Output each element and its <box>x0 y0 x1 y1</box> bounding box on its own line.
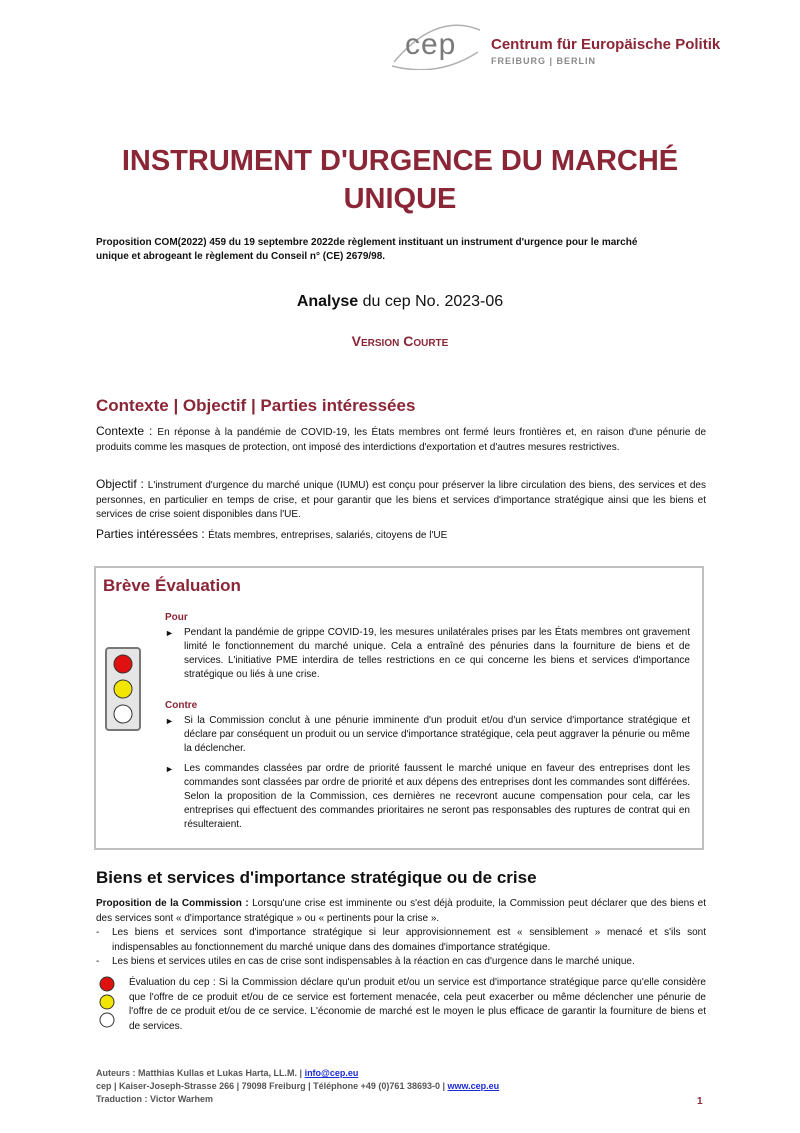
website-link[interactable]: www.cep.eu <box>447 1081 500 1091</box>
traffic-light-icon <box>104 646 142 732</box>
title-line-1: INSTRUMENT D'URGENCE DU MARCHÉ <box>121 145 679 177</box>
objectif-text: L'instrument d'urgence du marché unique (IUMU) est conçu pour préserver la libre circulation des biens, des services et des personnes, en particulier en temps de crise, et pour garantir que les biens et services d'importance stratégique ainsi que les biens et services de crise soient disponibles dans l'UE. <box>96 480 706 520</box>
traffic-light-small-icon <box>96 974 118 1030</box>
parties-paragraph <box>96 527 706 544</box>
cep-evaluation-label: Évaluation du cep : <box>129 977 219 988</box>
context-heading: Contexte | Objectif | Parties intéressées <box>96 396 416 415</box>
cep-evaluation-paragraph <box>129 976 706 1034</box>
pour-item: ► Pendant la pandémie de grippe COVID-19, les mesures unilatérales prises par les États membres ont gravement limité le fonctionnement du marché unique. Cela a entraîné des pénuries dans la fourniture de biens et de services. L'initiative PME interdira de telles restrictions en ce qui concerne les biens et services d'importance stratégique ou liés à une crise. <box>165 626 690 682</box>
org-name: Centrum für Europäische Politik <box>491 36 721 53</box>
dash-item: - Les biens et services sont d'importance stratégique si leur approvisionnement est « sensiblement » menacé et s'ils sont indispensables au fonctionnement du marché unique dans des domaines d'importance stratégique. <box>96 926 706 955</box>
cep-logo-text: cep <box>405 28 457 61</box>
analysis-rest: du cep No. 2023-06 <box>358 293 504 310</box>
red-light <box>114 655 132 673</box>
evaluation-heading: Brève Évaluation <box>103 576 241 595</box>
dash-list <box>96 926 706 970</box>
version-label: Version Courte <box>351 333 449 349</box>
yellow-light <box>114 680 132 698</box>
objectif-label: Objectif : <box>96 477 148 491</box>
footer-translation: Traduction : Victor Warhem <box>96 1094 214 1104</box>
pour-list <box>165 626 690 682</box>
contexte-paragraph <box>96 424 706 455</box>
email-link[interactable]: info@cep.eu <box>304 1068 359 1078</box>
analysis-label: Analyse <box>296 293 359 310</box>
title-line-2: UNIQUE <box>343 183 457 215</box>
contexte-label: Contexte : <box>96 424 158 438</box>
goods-heading: Biens et services d'importance stratégique ou de crise <box>96 868 537 887</box>
footer-address: cep | Kaiser-Joseph-Strasse 266 | 79098 Freiburg | Téléphone +49 (0)761 38693-0 | <box>96 1081 448 1091</box>
commission-proposal-text: Lorsqu'une crise est imminente ou s'est déjà produite, la Commission peut déclarer que des biens et des services sont « d'importance stratégique » ou « pertinents pour la crise ». <box>96 898 706 924</box>
document-title <box>60 142 740 218</box>
cep-evaluation-text: Si la Commission déclare qu'un produit et/ou un service est d'importance stratégique parce qu'elle considère que l'offre de ce produit et/ou de ce service est fortement menacée, cela peut exacerber ou même déclencher une pénurie de l'offre de ce produit et/ou de ce service. L'économie de marché est le moyen le plus efficace de garantir la fourniture de biens et de services. <box>129 977 706 1032</box>
off-light <box>114 705 132 723</box>
commission-proposal-paragraph <box>96 897 706 926</box>
pour-label: Pour <box>165 612 188 623</box>
proposal-reference <box>96 236 706 264</box>
parties-label: Parties intéressées : <box>96 527 209 541</box>
footer-authors-line <box>96 1067 499 1080</box>
org-city: FREIBURG | BERLIN <box>491 56 597 66</box>
contre-label: Contre <box>165 700 198 711</box>
contre-list-2 <box>165 762 690 832</box>
footer-authors: Auteurs : Matthias Kullas et Lukas Harta, LL.M. | <box>96 1068 305 1078</box>
contre-item: ► Si la Commission conclut à une pénurie imminente d'un produit et/ou d'un service d'importance stratégique et déclare par conséquent un produit ou un service d'importance stratégique, cela peut aggraver la pénurie ou même la déclencher. <box>165 714 690 756</box>
analysis-number <box>0 293 800 311</box>
parties-text: États membres, entreprises, salariés, citoyens de l'UE <box>208 530 448 541</box>
contre-item: ► Les commandes classées par ordre de priorité faussent le marché unique en faveur des entreprises dont les commandes sont classées par ordre de priorité et aux dépens des entreprises dont les commandes sont différées. Selon la proposition de la Commission, ces dernières ne recevront aucune compensation pour cela, car les entreprises qui effectuent des commandes prioritaires ne seront pas responsables des ruptures de contrat qui en résulteraient. <box>165 762 690 832</box>
proposal-line-2: unique et abrogeant le règlement du Conseil n° (CE) 2679/98. <box>96 251 386 262</box>
footer-address-line <box>96 1080 499 1093</box>
contexte-text: En réponse à la pandémie de COVID-19, les États membres ont fermé leurs frontières et, en raison d'une pénurie de produits comme les masques de protection, ont imposé des interdictions d'exportation et d'autres mesures restrictives. <box>96 427 707 453</box>
contre-list <box>165 714 690 756</box>
page-number: 1 <box>697 1096 703 1107</box>
objectif-paragraph <box>96 477 706 523</box>
proposal-line-1: Proposition COM(2022) 459 du 19 septembre 2022de règlement instituant un instrument d'urgence pour le marché <box>96 237 638 248</box>
footer <box>96 1067 499 1106</box>
dash-item: - Les biens et services utiles en cas de crise sont indispensables à la réaction en cas d'urgence dans le marché unique. <box>96 955 706 970</box>
commission-proposal-label: Proposition de la Commission : <box>96 898 253 909</box>
